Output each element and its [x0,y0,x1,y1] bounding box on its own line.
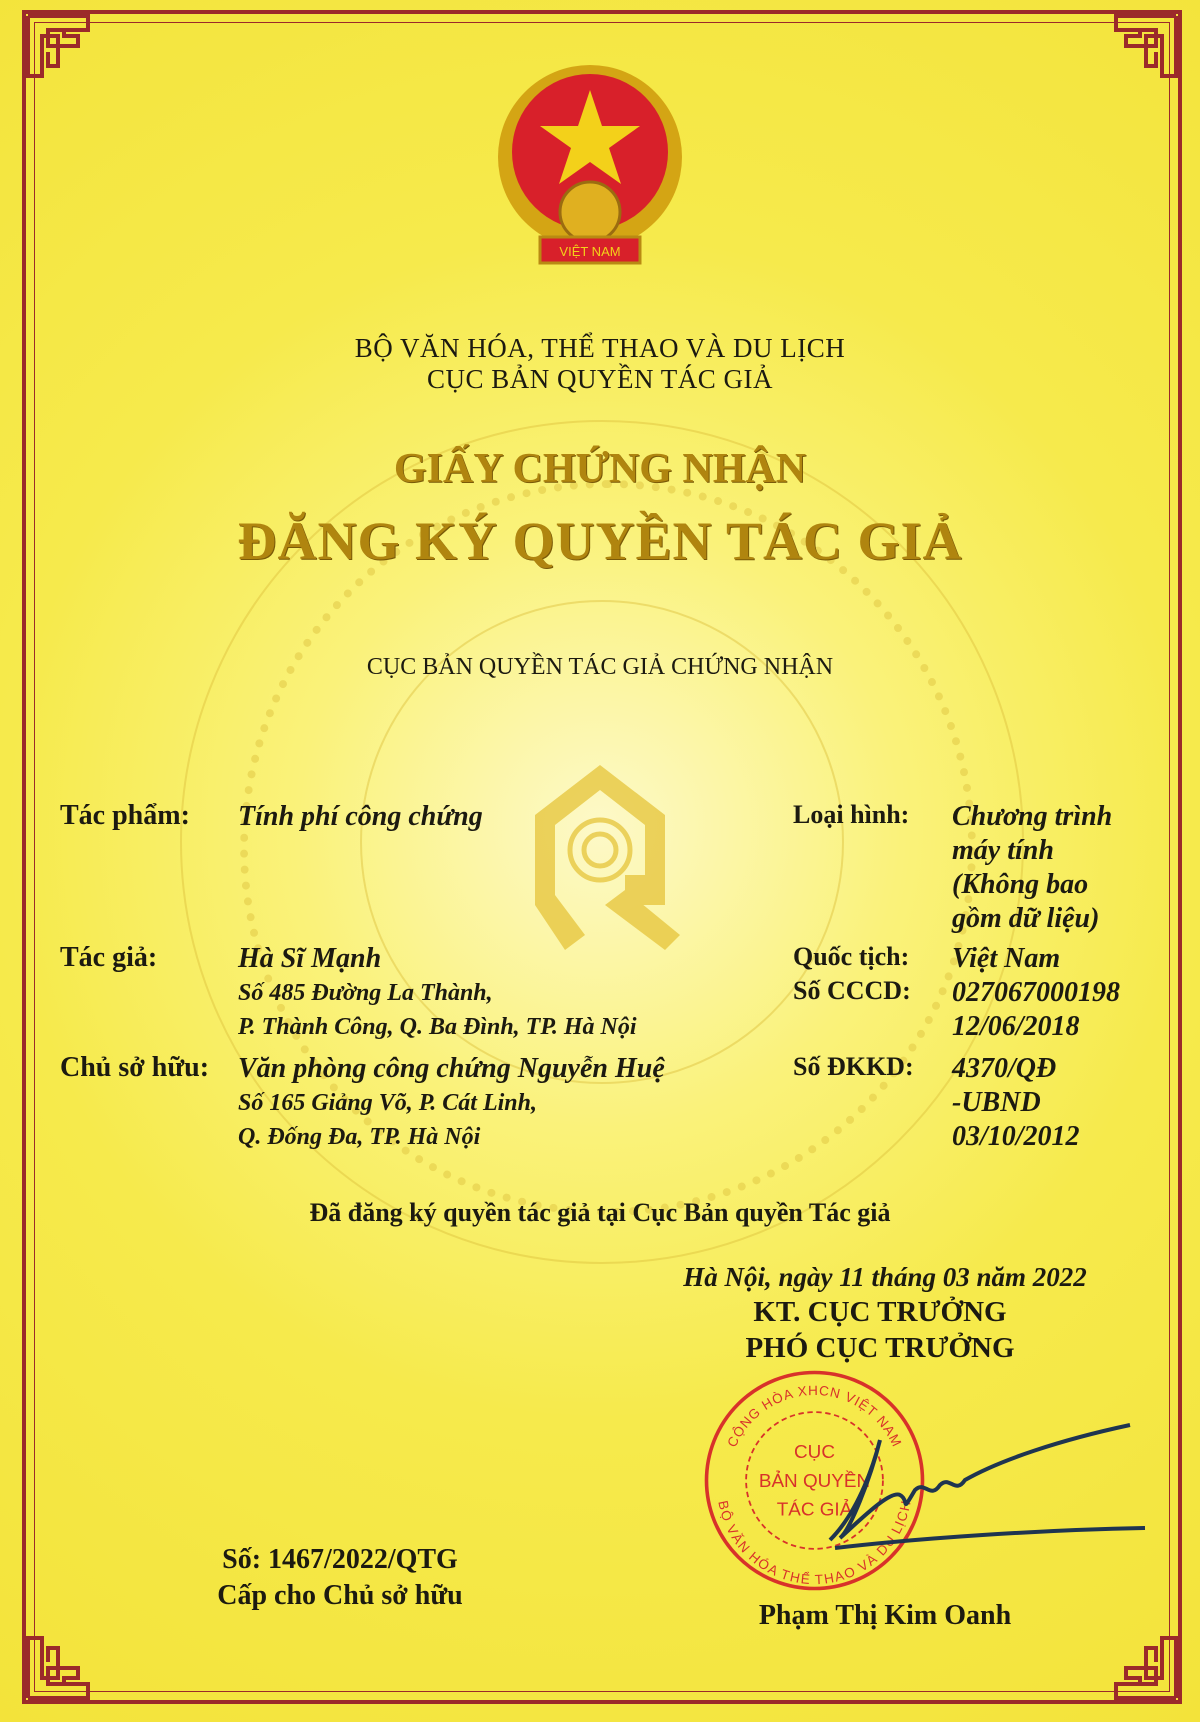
signatory-name: Phạm Thị Kim Oanh [758,1600,1012,1631]
owner-address-line: Số 165 Giảng Võ, P. Cát Linh, [238,1090,537,1116]
id-date: 12/06/2018 [952,1011,1080,1042]
author-name: Hà Sĩ Mạnh [238,943,382,974]
work-label: Tác phẩm: [60,800,190,831]
ministry-name: BỘ VĂN HÓA, THỂ THAO VÀ DU LỊCH [354,333,846,363]
certification-intro: CỤC BẢN QUYỀN TÁC GIẢ CHỨNG NHẬN [366,654,834,680]
owner-name: Văn phòng công chứng Nguyễn Huệ [238,1053,665,1084]
type-label: Loại hình: [793,800,910,829]
signatory-position: PHÓ CỤC TRƯỞNG [745,1332,1015,1364]
registration-statement: Đã đăng ký quyền tác giả tại Cục Bản quyền Tác giả [309,1198,891,1227]
certificate-title: GIẤY CHỨNG NHẬN [393,446,807,492]
business-value [952,1052,1080,1154]
author-address-line: P. Thành Công, Q. Ba Đình, TP. Hà Nội [238,1014,637,1040]
copyright-office-logo-icon [505,755,695,955]
author-label: Tác giả: [60,942,158,973]
author-address-line: Số 485 Đường La Thành, [238,980,493,1006]
certificate-subtitle: ĐĂNG KÝ QUYỀN TÁC GIẢ [237,511,963,571]
id-label: Số CCCD: [793,976,911,1005]
owner-address-line: Q. Đống Đa, TP. Hà Nội [238,1124,481,1150]
seal-outer-text: CỘNG HÒA XHCN VIỆT NAM [724,1382,905,1450]
author-details [238,942,637,1044]
business-line: 4370/QĐ [952,1053,1057,1084]
emblem-text: VIỆT NAM [559,244,621,259]
nationality-label: Quốc tịch: [793,942,910,971]
department-name: CỤC BẢN QUYỀN TÁC GIẢ [426,364,773,394]
work-value: Tính phí công chứng [238,801,483,832]
seal-outer-text: BỘ VĂN HÓA THỂ THAO VÀ DU LỊCH [715,1499,914,1587]
business-line: 03/10/2012 [952,1121,1080,1152]
type-value [952,800,1112,936]
handwritten-signature [800,1420,1160,1560]
seal-inner-text: BẢN QUYỀN [758,1470,871,1492]
corner-ornament-icon [24,12,114,102]
nationality-value: Việt Nam [952,943,1061,974]
owner-details [238,1052,665,1154]
business-line: -UBND [952,1087,1041,1118]
corner-ornament-icon [1090,12,1180,102]
type-line: Chương trình [952,801,1113,832]
seal-inner-text: TÁC GIẢ [776,1499,853,1521]
type-line: máy tính [952,835,1054,866]
certificate-number: Số: 1467/2022/QTG [222,1544,458,1575]
id-number: 027067000198 [952,977,1120,1008]
signatory-title: KT. CỤC TRƯỞNG [753,1296,1007,1328]
seal-inner-text: CỤC [794,1442,835,1463]
id-value [952,976,1120,1044]
type-line: (Không bao [952,869,1089,900]
corner-ornament-icon [24,1612,114,1702]
national-emblem-icon [485,62,695,277]
type-line: gồm dữ liệu) [952,903,1100,934]
owner-label: Chủ sở hữu: [60,1052,210,1083]
issued-to: Cấp cho Chủ sở hữu [217,1580,463,1611]
business-label: Số ĐKKD: [793,1052,914,1081]
issue-date: Hà Nội, ngày 11 tháng 03 năm 2022 [683,1262,1087,1292]
